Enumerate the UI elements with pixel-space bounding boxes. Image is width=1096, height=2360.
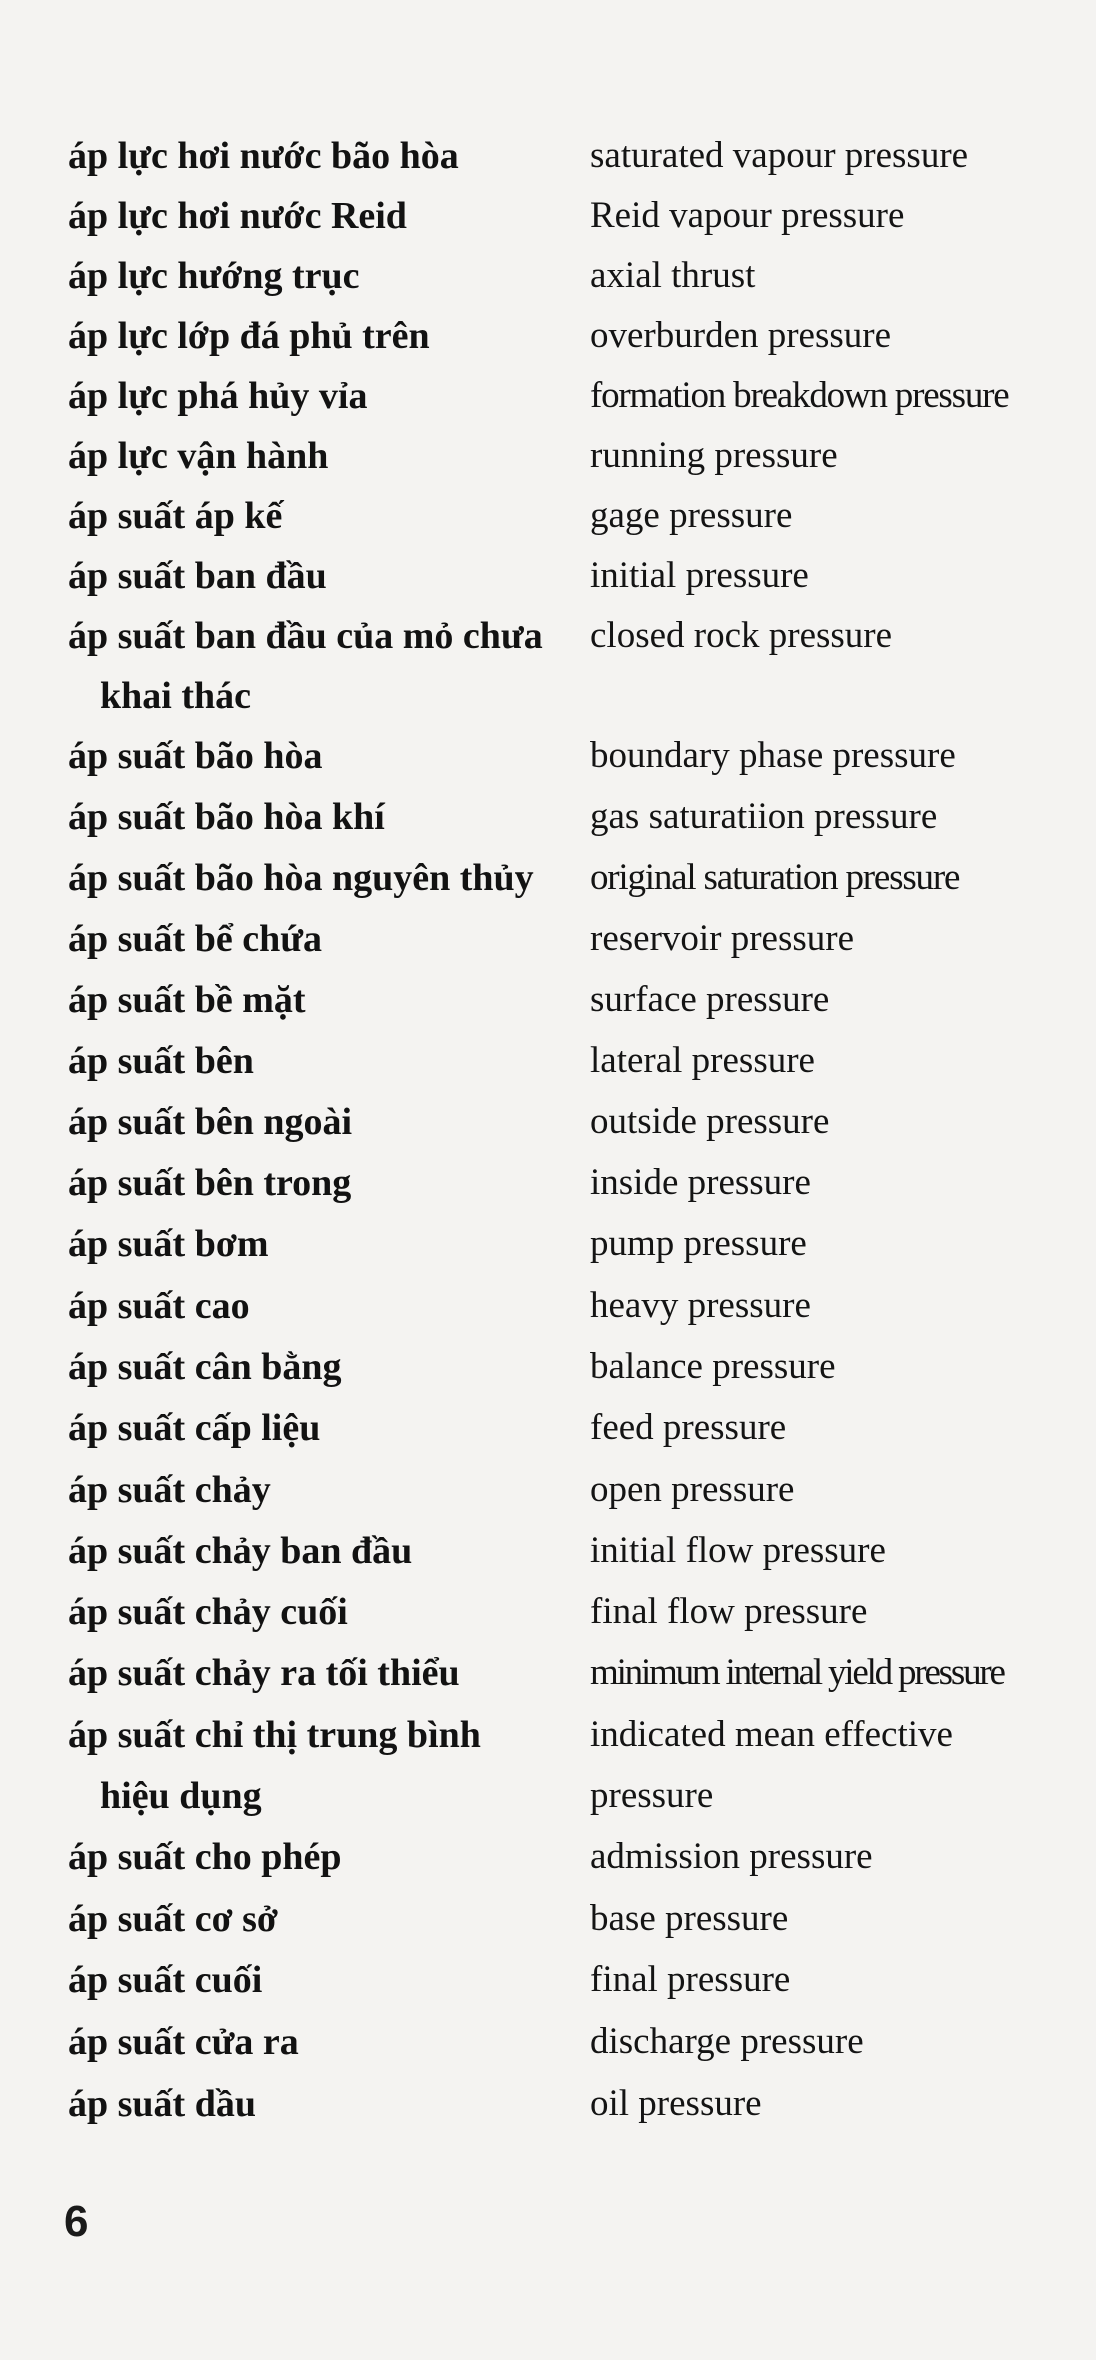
vietnamese-term: áp suất bên ngoài <box>68 1101 353 1143</box>
vietnamese-term: áp suất bão hòa <box>68 735 323 777</box>
english-term: closed rock pressure <box>590 615 893 656</box>
vietnamese-term: áp suất bên trong <box>68 1162 352 1204</box>
list-item <box>0 1031 1096 1091</box>
vietnamese-term: áp lực lớp đá phủ trên <box>68 315 430 357</box>
english-term: oil pressure <box>590 2083 762 2124</box>
list-item <box>0 726 1096 786</box>
vietnamese-term: áp suất cao <box>68 1285 250 1327</box>
english-term: gage pressure <box>590 495 793 536</box>
list-item <box>0 1766 1096 1826</box>
list-item <box>0 2012 1096 2072</box>
list-item <box>0 909 1096 969</box>
english-term: running pressure <box>590 435 838 476</box>
english-term: gas saturatiion pressure <box>590 796 938 837</box>
list-item <box>0 1643 1096 1703</box>
list-item <box>0 848 1096 908</box>
list-item <box>0 970 1096 1030</box>
list-item <box>0 366 1096 426</box>
english-term: surface pressure <box>590 979 830 1020</box>
english-term: inside pressure <box>590 1162 811 1203</box>
vietnamese-term: áp suất cuối <box>68 1959 263 2001</box>
vietnamese-term: áp suất bên <box>68 1040 254 1082</box>
vietnamese-term: áp suất dầu <box>68 2083 256 2125</box>
list-item <box>0 546 1096 606</box>
english-term: minimum internal yield pressure <box>590 1652 1004 1693</box>
english-term: initial pressure <box>590 555 809 596</box>
english-term: discharge pressure <box>590 2021 864 2062</box>
vietnamese-term: áp suất bão hòa nguyên thủy <box>68 857 534 899</box>
list-item <box>0 787 1096 847</box>
list-item <box>0 126 1096 186</box>
list-item <box>0 1460 1096 1520</box>
list-item <box>0 1398 1096 1458</box>
vietnamese-term: áp suất cho phép <box>68 1836 342 1878</box>
english-term: feed pressure <box>590 1407 787 1448</box>
page-number: 6 <box>64 2197 89 2246</box>
vietnamese-term: áp suất chảy ban đầu <box>68 1530 413 1572</box>
list-item <box>0 1705 1096 1765</box>
list-item <box>0 1276 1096 1336</box>
list-item <box>0 306 1096 366</box>
english-term: axial thrust <box>590 255 756 296</box>
english-term: admission pressure <box>590 1836 873 1877</box>
english-term: final flow pressure <box>590 1591 868 1632</box>
vietnamese-term: áp lực hướng trục <box>68 255 360 297</box>
list-item <box>0 1092 1096 1152</box>
list-item <box>0 666 1096 726</box>
english-term: outside pressure <box>590 1101 830 1142</box>
english-term: balance pressure <box>590 1346 836 1387</box>
list-item <box>0 606 1096 666</box>
vietnamese-term: áp suất bề mặt <box>68 979 306 1021</box>
english-term: formation breakdown pressure <box>590 375 1009 416</box>
english-term-continuation: pressure <box>590 1775 714 1816</box>
vietnamese-term: áp suất cân bằng <box>68 1346 342 1388</box>
vietnamese-term: áp suất cửa ra <box>68 2021 299 2063</box>
vietnamese-term: áp suất chảy <box>68 1469 271 1511</box>
vietnamese-term: áp suất chỉ thị trung bình <box>68 1714 481 1756</box>
vietnamese-term: áp suất cơ sở <box>68 1898 278 1940</box>
vietnamese-term: áp suất ban đầu của mỏ chưa <box>68 615 543 657</box>
vietnamese-term-continuation: khai thác <box>100 675 251 717</box>
english-term: initial flow pressure <box>590 1530 886 1571</box>
vietnamese-term: áp suất bão hòa khí <box>68 796 385 838</box>
vietnamese-term: áp suất cấp liệu <box>68 1407 321 1449</box>
english-term: pump pressure <box>590 1223 807 1264</box>
vietnamese-term: áp suất chảy cuối <box>68 1591 348 1633</box>
list-item <box>0 1214 1096 1274</box>
english-term: overburden pressure <box>590 315 892 356</box>
vietnamese-term: áp suất chảy ra tối thiểu <box>68 1652 460 1694</box>
english-term: heavy pressure <box>590 1285 811 1326</box>
list-item <box>0 246 1096 306</box>
list-item <box>0 2074 1096 2134</box>
vietnamese-term: áp suất ban đầu <box>68 555 327 597</box>
english-term: indicated mean effective <box>590 1714 953 1755</box>
vietnamese-term: áp suất bể chứa <box>68 918 323 960</box>
list-item <box>0 1582 1096 1642</box>
english-term: base pressure <box>590 1898 789 1939</box>
list-item <box>0 1337 1096 1397</box>
list-item <box>0 486 1096 546</box>
english-term: reservoir pressure <box>590 918 855 959</box>
list-item <box>0 186 1096 246</box>
vietnamese-term: áp lực hơi nước bão hòa <box>68 135 459 177</box>
vietnamese-term: áp suất áp kế <box>68 495 283 537</box>
english-term: original saturation pressure <box>590 857 960 898</box>
list-item <box>0 1889 1096 1949</box>
english-term: open pressure <box>590 1469 795 1510</box>
english-term: final pressure <box>590 1959 791 2000</box>
vietnamese-term: áp lực vận hành <box>68 435 329 477</box>
english-term: Reid vapour pressure <box>590 195 905 236</box>
vietnamese-term-continuation: hiệu dụng <box>100 1775 262 1817</box>
list-item <box>0 1950 1096 2010</box>
english-term: boundary phase pressure <box>590 735 956 776</box>
english-term: lateral pressure <box>590 1040 815 1081</box>
list-item <box>0 1827 1096 1887</box>
list-item <box>0 1153 1096 1213</box>
list-item <box>0 1521 1096 1581</box>
english-term: saturated vapour pressure <box>590 135 969 176</box>
vietnamese-term: áp lực hơi nước Reid <box>68 195 407 237</box>
vietnamese-term: áp suất bơm <box>68 1223 269 1265</box>
vietnamese-term: áp lực phá hủy vỉa <box>68 375 368 417</box>
list-item <box>0 426 1096 486</box>
